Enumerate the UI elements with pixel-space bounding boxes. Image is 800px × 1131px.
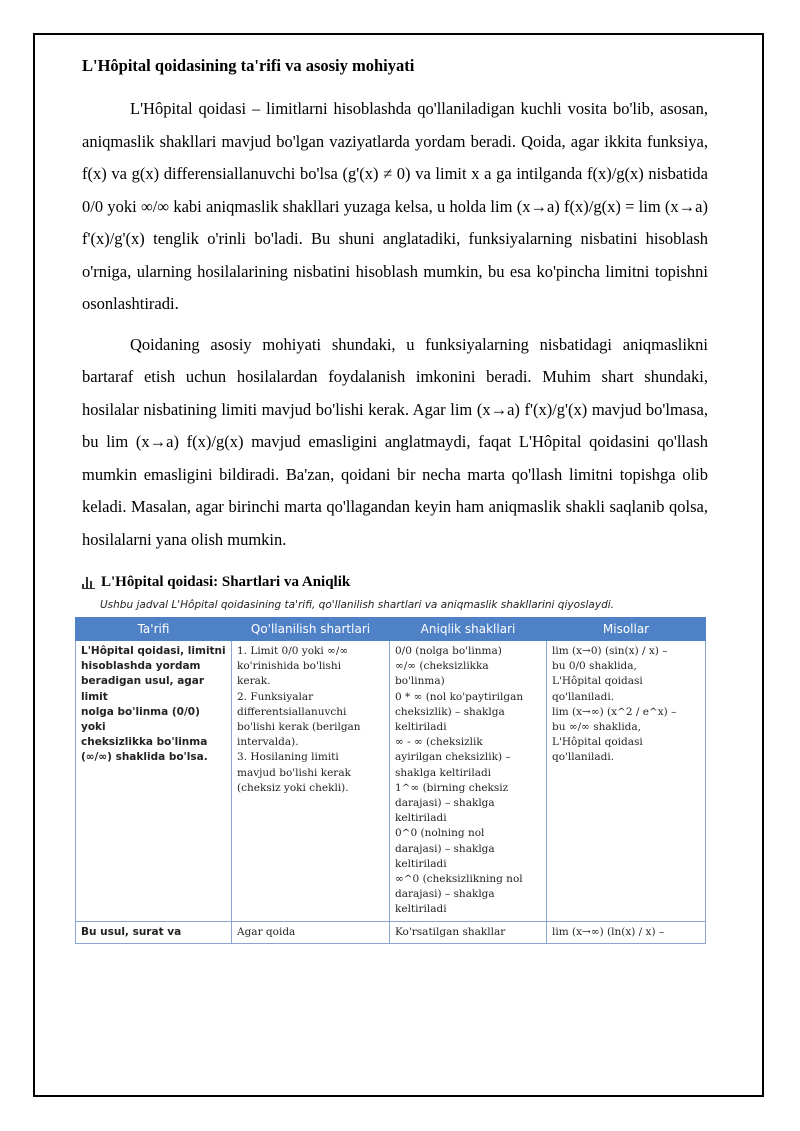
- cell-line: (∞/∞) shaklida bo'lsa.: [81, 751, 208, 764]
- cell-line: 2. Funksiyalar: [237, 690, 314, 703]
- cell-line: lim (x→∞) (ln(x) / x) –: [552, 925, 665, 938]
- cell-line: darajasi) – shaklga: [395, 842, 495, 855]
- conditions-cell: [232, 641, 390, 922]
- cell-line: darajasi) – shaklga: [395, 888, 495, 901]
- conditions-cell: [232, 921, 390, 943]
- cell-line: ayirilgan cheksizlik) –: [395, 751, 511, 764]
- paragraph-essence: Qoidaning asosiy mohiyati shundaki, u funksiyalarning nisbatidagi aniqmaslikni bartaraf etish uchun hosilalardan foydalanish imkonini beradi. Muhim shart shundaki, hosilalar nisbatining limiti mavjud bo'lishi kerak. Agar lim (x→a) f'(x)/g'(x) mavjud bo'lmasa, bu lim (x→a) f(x)/g(x) mavjud emasligini anglatmaydi, faqat L'Hôpital qoidasini qo'llash mumkin emasligini bildiradi. Ba'zan, qoidani bir necha marta qo'llash limitni topishga olib keladi. Masalan, agar birinchi marta qo'llagandan keyin ham aniqmaslik shakli saqlanib qolsa, hosilalarni yana olish mumkin.: [82, 334, 708, 549]
- cell-line: keltiriladi: [395, 721, 447, 734]
- cell-line: keltiriladi: [395, 857, 447, 870]
- cell-line: shaklga keltiriladi: [395, 766, 492, 779]
- cell-line: (cheksiz yoki chekli).: [237, 781, 349, 794]
- cell-line: bu ∞/∞ shaklida,: [552, 721, 641, 734]
- examples-cell: [547, 641, 706, 922]
- forms-cell: [390, 921, 547, 943]
- paragraph-definition: L'Hôpital qoidasi – limitlarni hisoblashda qo'llaniladigan kuchli vosita bo'lib, asosan, aniqmaslik shakllari mavjud bo'lgan vaziyatlarda yordam beradi. Qoida, agar ikkita funksiya, f(x) va g(x) differensiallanuvchi bo'lsa (g'(x) ≠ 0) va limit x a ga intilganda f(x)/g(x) nisbatida 0/0 yoki ∞/∞ kabi aniqmaslik shakllari yuzaga kelsa, u holda lim (x→a) f(x)/g(x) = lim (x→a) f'(x)/g'(x) tenglik o'rinli bo'ladi. Bu shuni anglatadiki, funksiyalarning nisbatini hisoblash o'rniga, ularning hosilalarining nisbatini hisoblash mumkin, bu esa ko'pincha limitni topishni osonlashtiradi.: [82, 99, 708, 313]
- cell-line: mavjud bo'lishi kerak: [237, 766, 351, 779]
- definition-cell: [76, 641, 232, 922]
- cell-line: differentsiallanuvchi: [237, 705, 347, 718]
- cell-line: ∞/∞ (cheksizlikka: [395, 660, 489, 673]
- cell-line: ∞^0 (cheksizlikning nol: [395, 873, 523, 886]
- examples-cell: [547, 921, 706, 943]
- bar-chart-icon: [82, 577, 95, 589]
- cell-line: kerak.: [237, 675, 271, 688]
- table-caption: Ushbu jadval L'Hôpital qoidasining ta'rifi, qo'llanilish shartlari va aniqmaslik shakllarini qiyoslaydi.: [100, 599, 614, 611]
- cell-line: L'Hôpital qoidasi: [552, 736, 643, 749]
- cell-line: L'Hôpital qoidasi, limitni: [81, 645, 226, 657]
- cell-line: Ko'rsatilgan shakllar: [395, 925, 506, 938]
- cell-line: bu 0/0 shaklida,: [552, 660, 637, 673]
- forms-cell: [390, 641, 547, 922]
- cell-line: ko'rinishida bo'lishi: [237, 660, 342, 673]
- table-row: [76, 921, 706, 943]
- cell-line: 1^∞ (birning cheksiz: [395, 781, 509, 794]
- cell-line: 3. Hosilaning limiti: [237, 751, 339, 764]
- column-header-conditions: Qo'llanilish shartlari: [232, 618, 390, 641]
- cell-line: 1. Limit 0/0 yoki ∞/∞: [237, 645, 349, 657]
- cell-line: cheksizlikka bo'linma: [81, 736, 208, 749]
- cell-line: qo'llaniladi.: [552, 751, 615, 764]
- table-heading: [82, 574, 708, 591]
- table-title: L'Hôpital qoidasi: Shartlari va Aniqlik: [101, 574, 351, 590]
- definition-cell: [76, 921, 232, 943]
- cell-line: beradigan usul, agar limit: [81, 675, 205, 703]
- cell-line: lim (x→∞) (x^2 / e^x) –: [552, 705, 677, 718]
- column-header-forms: Aniqlik shakllari: [390, 618, 547, 641]
- cell-line: hisoblashda yordam: [81, 660, 201, 673]
- cell-line: Agar qoida: [237, 925, 296, 938]
- column-header-definition: Ta'rifi: [76, 618, 232, 641]
- cell-line: 0/0 (nolga bo'linma): [395, 645, 502, 657]
- cell-line: 0 * ∞ (nol ko'paytirilgan: [395, 690, 524, 703]
- cell-line: bo'linma): [395, 675, 445, 688]
- document-content: [82, 55, 708, 944]
- cell-line: lim (x→0) (sin(x) / x) –: [552, 645, 668, 657]
- cell-line: intervalda).: [237, 736, 299, 749]
- cell-line: qo'llaniladi.: [552, 690, 615, 703]
- table-row: [76, 641, 706, 922]
- cell-line: nolga bo'linma (0/0) yoki: [81, 705, 200, 734]
- comparison-table: [75, 617, 706, 944]
- cell-line: ∞ - ∞ (cheksizlik: [395, 736, 483, 749]
- section-heading: L'Hôpital qoidasining ta'rifi va asosiy mohiyati: [82, 56, 415, 75]
- cell-line: Bu usul, surat va: [81, 925, 182, 938]
- cell-line: 0^0 (nolning nol: [395, 827, 485, 840]
- column-header-examples: Misollar: [547, 618, 706, 641]
- table-header-row: [76, 618, 706, 641]
- cell-line: keltiriladi: [395, 903, 447, 916]
- cell-line: L'Hôpital qoidasi: [552, 675, 643, 688]
- cell-line: darajasi) – shaklga: [395, 797, 495, 810]
- cell-line: keltiriladi: [395, 812, 447, 825]
- cell-line: bo'lishi kerak (berilgan: [237, 721, 361, 734]
- cell-line: cheksizlik) – shaklga: [395, 705, 505, 718]
